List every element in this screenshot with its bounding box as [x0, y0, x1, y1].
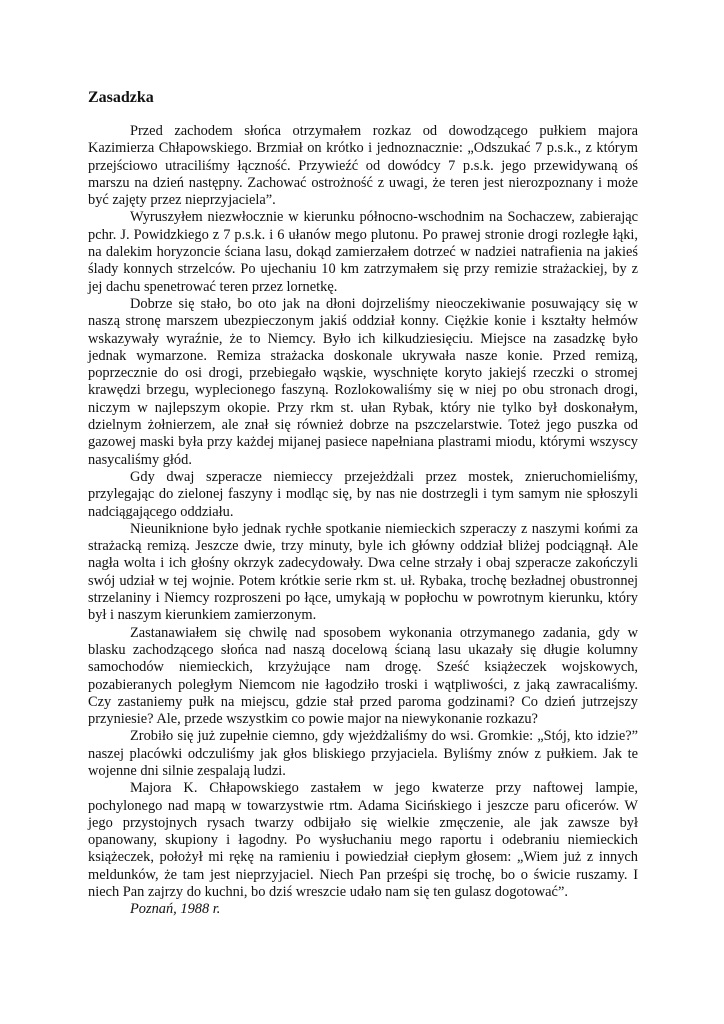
paragraph-6: Zastanawiałem się chwilę nad sposobem wykonania otrzymanego zadania, gdy w blasku zachodzącego słońca nad naszą docelową ścianą lasu ukazały się długie kolumny samochodów niemieckich, krzyżujące nam drogę. Sześć książeczek wojskowych, pozabieranych poległym Niemcom nie łagodziło troski i wątpliwości, z jaką zawracaliśmy. Czy zastaniemy pułk na miejscu, gdzie stał przed paroma godzinami? Co dzień jutrzejszy przyniesie? Ale, przede wszystkim co powie major na niewykonanie rozkazu? — [88, 624, 638, 728]
paragraph-8: Majora K. Chłapowskiego zastałem w jego kwaterze przy naftowej lampie, pochylonego nad mapą w towarzystwie rtm. Adama Sicińskiego i jeszcze paru oficerów. W jego przystojnych rysach twarzy odbijało się wielkie zmęczenie, ale jak zawsze był opanowany, skupiony i łagodny. Po wysłuchaniu mego raportu i odebraniu niemieckich książeczek, położył mi rękę na ramieniu i powiedział ciepłym głosem: „Wiem już z innych meldunków, że tam jest nieprzyjaciel. Niech Pan prześpi się trochę, bo o świcie ruszamy. I niech Pan zajrzy do kuchni, bo dziś wreszcie udało nam się ten gulasz dogotować”. — [88, 780, 638, 901]
document-title: Zasadzka — [88, 89, 154, 106]
paragraph-4: Gdy dwaj szperacze niemieccy przejeżdżali przez mostek, znieruchomieliśmy, przylegając do zielonej faszyny i modląc się, by nas nie dostrzegli i tym samym nie spłoszyli nadciągającego oddziału. — [88, 468, 638, 520]
paragraph-5: Nieuniknione było jednak rychłe spotkanie niemieckich szperaczy z naszymi końmi za strażacką remizą. Jeszcze dwie, trzy minuty, byle ich główny oddział bliżej podciągnął. Ale nagła wolta i ich głośny okrzyk zadecydowały. Dwa celne strzały i obaj szperacze zakończyli swój udział w tej wojnie. Potem krótkie serie rkm st. uł. Rybaka, trochę bezładnej obustronnej strzelaniny i Niemcy rozproszeni po łące, umykają w popłochu w powrotnym kierunku, który był i naszym kierunkiem zamierzonym. — [88, 520, 638, 624]
paragraph-7: Zrobiło się już zupełnie ciemno, gdy wjeżdżaliśmy do wsi. Gromkie: „Stój, kto idzie?” naszej placówki odczuliśmy jak głos bliskiego przyjaciela. Byliśmy znów z pułkiem. Jak te wojenne dni silnie zespalają ludzi. — [88, 728, 638, 779]
paragraph-1: Przed zachodem słońca otrzymałem rozkaz od dowodzącego pułkiem majora Kazimierza Chłapowskiego. Brzmiał on krótko i jednoznacznie: „Odszukać 7 p.s.k., z którym przejściowo utraciliśmy łączność. Przywieźć od dowódcy 7 p.s.k. jego przewidywaną oś marszu na dzień następny. Zachować ostrożność z uwagi, że teren jest nierozpoznany i może być zajęty przez nieprzyjaciela”. — [88, 123, 638, 209]
paragraph-3: Dobrze się stało, bo oto jak na dłoni dojrzeliśmy nieoczekiwanie posuwający się w naszą stronę marszem ubezpieczonym jakiś oddział konny. Ciężkie konie i kształty hełmów wskazywały wyraźnie, że to Niemcy. Było ich kilkudziesięciu. Miejsce na zasadzkę było jednak wymarzone. Remiza strażacka doskonale ukrywała nasze konie. Przed remizą, poprzecznie do osi drogi, przebiegało wąskie, wyschnięte koryto jakiejś rzeczki o stromej krawędzi brzegu, wyplecionego faszyną. Rozlokowaliśmy się w niej po obu stronach drogi, niczym w najlepszym okopie. Przy rkm st. ułan Rybak, który nie tylko był doskonałym, dzielnym żołnierzem, ale znał się również dobrze na pszczelarstwie. Toteż jego puszka od gazowej maski była przy każdej mijanej pasiece napełniana plastrami miodu, którymi wszyscy nasycaliśmy głód. — [88, 295, 638, 468]
document-body — [88, 123, 638, 919]
place-date-signature: Poznań, 1988 r. — [130, 901, 221, 918]
paragraph-2: Wyruszyłem niezwłocznie w kierunku północno-wschodnim na Sochaczew, zabierając pchr. J. Powidzkiego z 7 p.s.k. i 6 ułanów mego plutonu. Po prawej stronie drogi rozległe łąki, na dalekim horyzoncie ściana lasu, dokąd zamierzałem dotrzeć w nadziei natrafienia na jakieś ślady konnych strzelców. Po ujechaniu 10 km zatrzymałem się przy remizie strażackiej, by z jej dachu spenetrować teren przez lornetkę. — [88, 209, 638, 295]
